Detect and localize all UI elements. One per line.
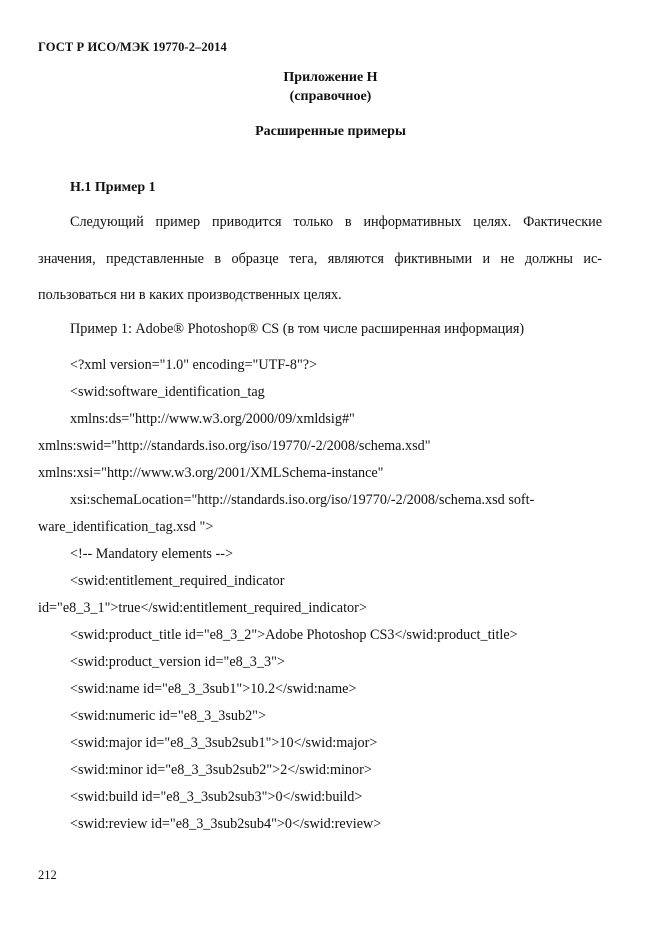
- code-line: <swid:major id="e8_3_3sub2sub1">10</swid:major>: [70, 735, 378, 751]
- code-line: <swid:product_version id="e8_3_3">: [70, 654, 285, 670]
- code-line: <swid:numeric id="e8_3_3sub2">: [70, 708, 266, 724]
- paragraph-line-2: значения, представленные в образце тега, являются фиктивными и не должны ис-: [38, 251, 602, 267]
- code-line: <swid:name id="e8_3_3sub1">10.2</swid:name>: [70, 681, 357, 697]
- code-line: <swid:product_title id="e8_3_2">Adobe Photoshop CS3</swid:product_title>: [70, 627, 518, 643]
- code-line: xmlns:xsi="http://www.w3.org/2001/XMLSchema-instance": [38, 465, 384, 481]
- page-number: 212: [38, 868, 57, 882]
- code-line: ware_identification_tag.xsd ">: [38, 519, 214, 535]
- code-line: id="e8_3_1">true</swid:entitlement_required_indicator>: [38, 600, 367, 616]
- paragraph-line-1: Следующий пример приводится только в информативных целях. Фактические: [70, 214, 602, 230]
- paragraph-line-3: пользоваться ни в каких производственных целях.: [38, 287, 342, 303]
- standard-header: ГОСТ Р ИСО/МЭК 19770-2–2014: [38, 40, 227, 54]
- annex-title: Приложение Н: [283, 70, 378, 85]
- code-line: <swid:minor id="e8_3_3sub2sub2">2</swid:minor>: [70, 762, 372, 778]
- code-line: <swid:entitlement_required_indicator: [70, 573, 285, 589]
- annex-subtitle: Расширенные примеры: [255, 124, 406, 139]
- code-line: <swid:software_identification_tag: [70, 384, 265, 400]
- code-line: <!-- Mandatory elements -->: [70, 546, 233, 562]
- code-line: <?xml version="1.0" encoding="UTF-8"?>: [70, 357, 318, 373]
- code-line: <swid:build id="e8_3_3sub2sub3">0</swid:build>: [70, 789, 363, 805]
- annex-status: (справочное): [289, 89, 372, 104]
- code-line: xmlns:ds="http://www.w3.org/2000/09/xmldsig#": [70, 411, 355, 427]
- section-heading: Н.1 Пример 1: [70, 180, 156, 195]
- code-line: <swid:review id="e8_3_3sub2sub4">0</swid:review>: [70, 816, 382, 832]
- code-line: xsi:schemaLocation="http://standards.iso.org/iso/19770/-2/2008/schema.xsd soft-: [70, 492, 535, 508]
- example-caption: Пример 1: Adobe® Photoshop® CS (в том числе расширенная информация): [70, 321, 525, 337]
- code-line: xmlns:swid="http://standards.iso.org/iso/19770/-2/2008/schema.xsd": [38, 438, 431, 454]
